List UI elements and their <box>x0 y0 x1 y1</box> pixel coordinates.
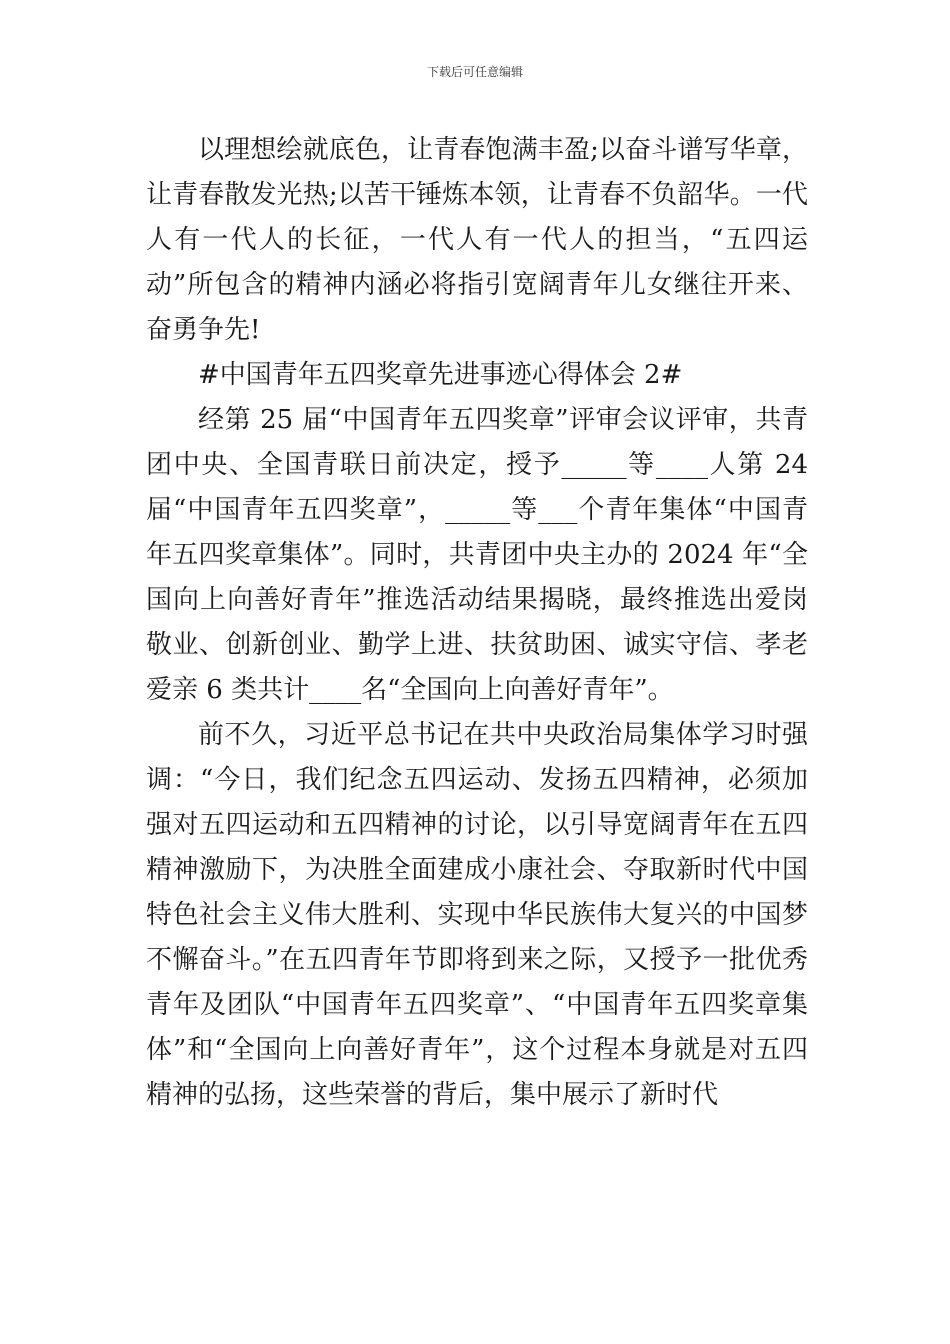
paragraph-2: 经第 25 届“中国青年五四奖章”评审会议评审，共青团中央、全国青联日前决定，授予_____等____人第 24 届“中国青年五四奖章”，_____等___个青年集体“中国青年五四奖章集体”。同时，共青团中央主办的 2024 年“全国向上向善好青年”推选活动结果揭晓，最终推选出爱岗敬业、创新创业、勤学上进、扶贫助困、诚实守信、孝老爱亲 6 类共计____名“全国向上向善好青年”。 <box>146 405 808 705</box>
document-body <box>146 128 808 1118</box>
paragraph-1: 以理想绘就底色，让青春饱满丰盈;以奋斗谱写华章，让青春散发光热;以苦干锤炼本领，让青春不负韶华。一代人有一代人的长征，一代人有一代人的担当，“五四运动”所包含的精神内涵必将指引宽阔青年儿女继往开来、奋勇争先! <box>146 135 808 345</box>
section-heading: #中国青年五四奖章先进事迹心得体会 2# <box>198 360 683 390</box>
paragraph-3: 前不久，习近平总书记在共中央政治局集体学习时强调：“今日，我们纪念五四运动、发扬五四精神，必须加强对五四运动和五四精神的讨论，以引导宽阔青年在五四精神激励下，为决胜全面建成小康社会、夺取新时代中国特色社会主义伟大胜利、实现中华民族伟大复兴的中国梦不懈奋斗。”在五四青年节即将到来之际，又授予一批优秀青年及团队“中国青年五四奖章”、“中国青年五四奖章集体”和“全国向上向善好青年”，这个过程本身就是对五四精神的弘扬，这些荣誉的背后，集中展示了新时代 <box>146 720 808 1110</box>
page-header: 下载后可任意编辑 <box>426 65 523 79</box>
